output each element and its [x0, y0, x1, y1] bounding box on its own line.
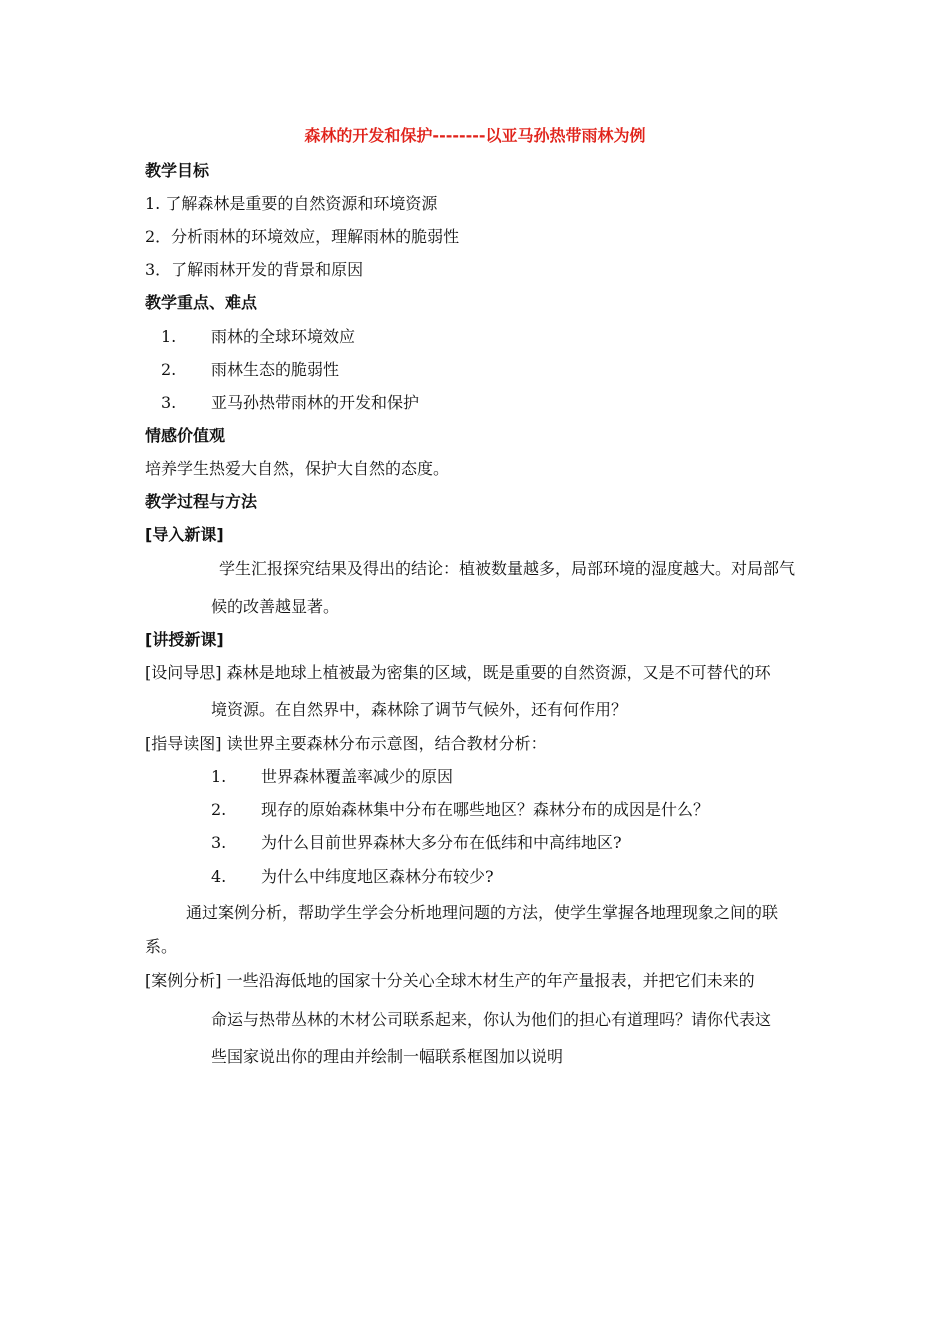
values-heading: 情感价值观	[145, 426, 226, 445]
case-intro-line-2: 系。	[145, 937, 178, 956]
guide-item-3	[211, 832, 622, 854]
key-points-heading: 教学重点、难点	[145, 293, 258, 312]
guide-number: 1.	[211, 767, 227, 786]
case-line-1: [案例分析] 一些沿海低地的国家十分关心全球木材生产的年产量报表，并把它们未来的	[145, 971, 755, 990]
key-point-text: 雨林的全球环境效应	[211, 327, 356, 346]
question-line-2: 境资源。在自然界中，森林除了调节气候外，还有何作用？	[211, 700, 628, 719]
guide-text: 为什么目前世界森林大多分布在低纬和中高纬地区?	[261, 833, 622, 852]
intro-paragraph-line-2: 候的改善越显著。	[211, 597, 340, 616]
guide-text: 为什么中纬度地区森林分布较少?	[261, 867, 494, 886]
case-line-3: 些国家说出你的理由并绘制一幅联系框图加以说明	[211, 1047, 564, 1066]
case-intro-line-1: 通过案例分析，帮助学生学会分析地理问题的方法，使学生掌握各地理现象之间的联	[186, 903, 779, 922]
teach-label: [讲授新课]	[145, 630, 224, 649]
guide-item-2	[211, 799, 709, 821]
key-point-text: 雨林生态的脆弱性	[211, 360, 340, 379]
guide-text: 现存的原始森林集中分布在哪些地区？森林分布的成因是什么？	[261, 800, 710, 819]
intro-label: [导入新课]	[145, 525, 224, 544]
key-point-number: 2.	[161, 360, 177, 379]
guide-number: 4.	[211, 867, 227, 886]
intro-paragraph-line-1: 学生汇报探究结果及得出的结论：植被数量越多，局部环境的湿度越大。对局部气	[219, 559, 796, 578]
objective-item-1: 1. 了解森林是重要的自然资源和环境资源	[145, 194, 438, 213]
objectives-heading: 教学目标	[145, 161, 210, 180]
process-heading: 教学过程与方法	[145, 492, 258, 511]
key-point-item-2	[161, 359, 339, 381]
key-point-item-3	[161, 392, 419, 414]
question-line-1: [设问导思] 森林是地球上植被最为密集的区域，既是重要的自然资源，又是不可替代的环	[145, 663, 771, 682]
values-text: 培养学生热爱大自然，保护大自然的态度。	[145, 459, 450, 478]
guide-number: 3.	[211, 833, 227, 852]
guide-line: [指导读图] 读世界主要森林分布示意图，结合教材分析：	[145, 734, 547, 753]
key-point-number: 1.	[161, 327, 177, 346]
case-line-2: 命运与热带丛林的木材公司联系起来，你认为他们的担心有道理吗？请你代表这	[211, 1010, 772, 1029]
document-title: 森林的开发和保护--------以亚马孙热带雨林为例	[304, 126, 646, 145]
key-point-number: 3.	[161, 393, 177, 412]
guide-item-4	[211, 866, 494, 888]
objective-item-3: 3．了解雨林开发的背景和原因	[145, 260, 364, 279]
key-point-text: 亚马孙热带雨林的开发和保护	[211, 393, 420, 412]
guide-number: 2.	[211, 800, 227, 819]
guide-item-1	[211, 766, 453, 788]
objective-item-2: 2．分析雨林的环境效应，理解雨林的脆弱性	[145, 227, 460, 246]
key-point-item-1	[161, 326, 355, 348]
guide-text: 世界森林覆盖率减少的原因	[261, 767, 454, 786]
